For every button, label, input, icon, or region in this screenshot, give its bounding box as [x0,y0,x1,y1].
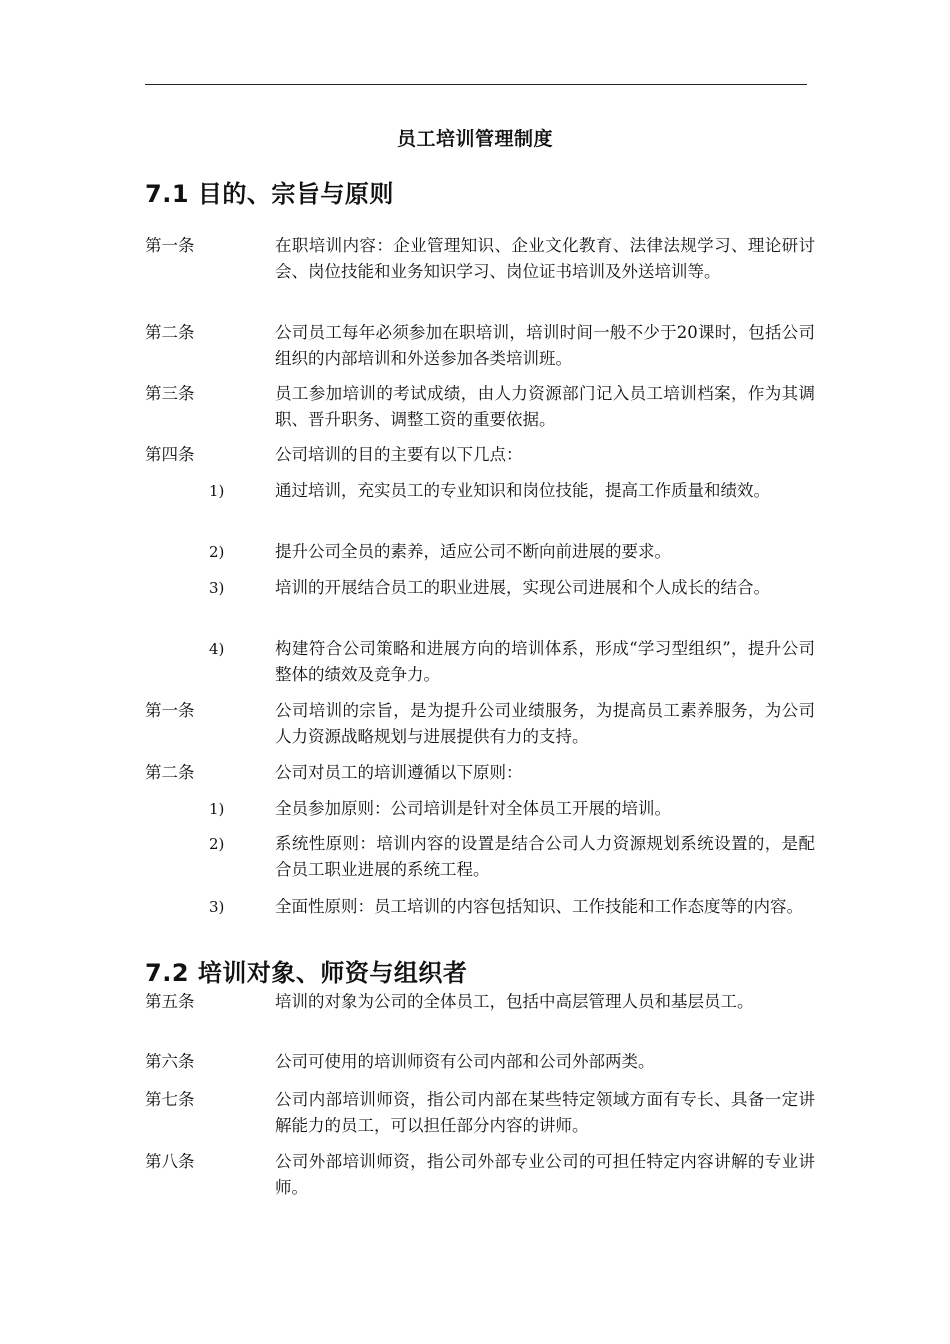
clause-text: 公司对员工的培训遵循以下原则： [275,763,523,782]
clause-label: 第七条 [145,1090,195,1109]
clause-text: 培训的对象为公司的全体员工，包括中高层管理人员和基层员工。 [275,992,754,1011]
header-rule [145,84,807,85]
list-item-number: 2) [209,835,225,853]
list-item-text: 通过培训，充实员工的专业知识和岗位技能，提高工作质量和绩效。 [275,481,770,500]
list-item-number: 4) [209,640,225,658]
clause-text: 公司培训的宗旨，是为提升公司业绩服务，为提高员工素养服务，为公司人力资源战略规划与进展提供有力的支持。 [275,701,815,746]
clause-text: 公司员工每年必须参加在职培训，培训时间一般不少于20课时，包括公司组织的内部培训和外送参加各类培训班。 [275,323,815,368]
clause-text: 公司可使用的培训师资有公司内部和公司外部两类。 [275,1052,655,1071]
clause-text: 公司培训的目的主要有以下几点： [275,445,523,464]
document-title: 员工培训管理制度 [396,128,553,150]
list-item-number: 1) [209,800,225,818]
clause-label: 第二条 [145,763,195,782]
list-item-number: 3) [209,579,225,597]
clause-label: 第六条 [145,1052,195,1071]
clause-label: 第四条 [145,445,195,464]
section-heading-7-2: 7.2 培训对象、师资与组织者 [145,959,468,987]
clause-label: 第八条 [145,1152,195,1171]
clause-label: 第三条 [145,384,195,403]
clause-text: 公司外部培训师资，指公司外部专业公司的可担任特定内容讲解的专业讲师。 [275,1152,815,1197]
list-item-text: 全员参加原则：公司培训是针对全体员工开展的培训。 [275,799,671,818]
list-item-text: 提升公司全员的素养，适应公司不断向前进展的要求。 [275,542,671,561]
list-item-number: 2) [209,543,225,561]
clause-text: 在职培训内容：企业管理知识、企业文化教育、法律法规学习、理论研讨会、岗位技能和业务知识学习、岗位证书培训及外送培训等。 [275,236,815,281]
clause-label: 第一条 [145,701,195,720]
list-item-number: 3) [209,898,225,916]
list-item-number: 1) [209,482,225,500]
clause-label: 第一条 [145,236,195,255]
list-item-text: 系统性原则：培训内容的设置是结合公司人力资源规划系统设置的，是配合员工职业进展的系统工程。 [275,834,815,879]
clause-label: 第五条 [145,992,195,1011]
list-item-text: 构建符合公司策略和进展方向的培训体系，形成“学习型组织”，提升公司整体的绩效及竞争力。 [275,639,815,684]
list-item-text: 全面性原则：员工培训的内容包括知识、工作技能和工作态度等的内容。 [275,897,803,916]
clause-label: 第二条 [145,323,195,342]
clause-text: 公司内部培训师资，指公司内部在某些特定领域方面有专长、具备一定讲解能力的员工，可以担任部分内容的讲师。 [275,1090,815,1135]
list-item-text: 培训的开展结合员工的职业进展，实现公司进展和个人成长的结合。 [275,578,770,597]
clause-text: 员工参加培训的考试成绩，由人力资源部门记入员工培训档案，作为其调职、晋升职务、调整工资的重要依据。 [275,384,815,429]
section-heading-7-1: 7.1 目的、宗旨与原则 [145,180,394,208]
